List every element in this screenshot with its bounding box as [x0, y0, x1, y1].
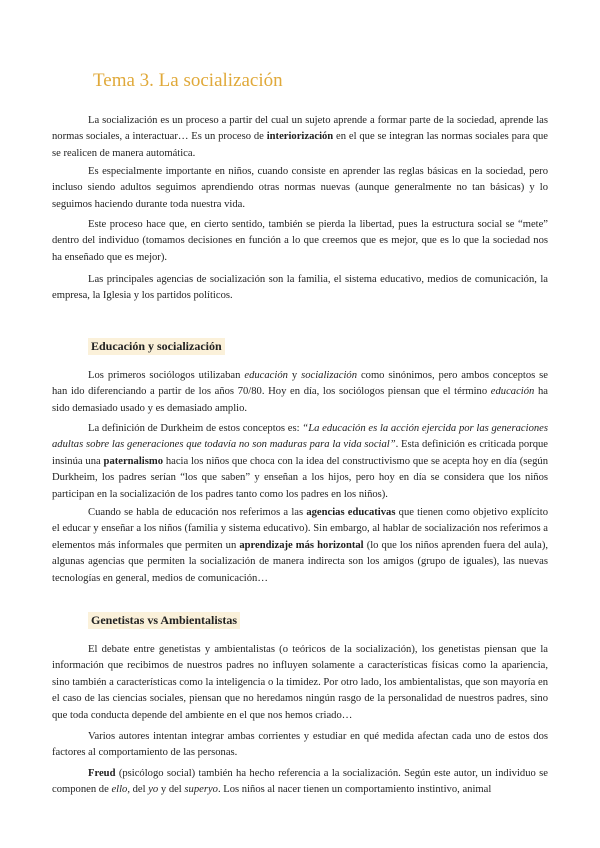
text: La definición de Durkheim de estos conceptos es: — [88, 423, 303, 434]
italic-term: socialización — [301, 370, 358, 381]
section-heading-genetistas: Genetistas vs Ambientalistas — [88, 612, 240, 629]
section-heading-educacion: Educación y socialización — [88, 338, 225, 355]
bold-term: aprendizaje más horizontal — [239, 539, 364, 551]
section2-paragraph-2 — [52, 729, 548, 762]
italic-term: educación — [490, 386, 535, 398]
section2-paragraph-1 — [52, 642, 548, 724]
italic-term: yo — [148, 784, 159, 796]
text: y del — [158, 784, 185, 796]
durkheim-quote: “La educación es la acción ejercida por las generaciones adultas sobre las generaciones que todavía no son maduras para la vida social” — [52, 423, 548, 451]
intro-paragraph-4 — [52, 272, 548, 305]
italic-term: educación — [244, 370, 288, 381]
text: La socialización es un proceso a partir del cual un sujeto aprende a formar parte de la sociedad, aprende las normas sociales, a interactuar… Es un proceso de — [52, 115, 548, 143]
intro-paragraph-1 — [52, 113, 548, 162]
paragraph-text: Varios autores intentan integrar ambas corrientes y estudiar en qué medida afectan cada uno de estos dos factores al comportamiento de las personas. — [52, 731, 548, 759]
italic-term: superyo — [184, 784, 218, 796]
text: y — [287, 370, 302, 381]
italic-term: ello — [111, 784, 128, 796]
text: en el que se integran las normas sociales para que se realicen de manera automática. — [52, 131, 548, 159]
section1-paragraph-3 — [52, 505, 548, 587]
paragraph-text: Es especialmente importante en niños, cuando consiste en aprender las reglas básicas en la sociedad, pero incluso siendo adultos seguimos aprendiendo otras normas nuevas (aunque generalmente no tan básicas) y lo seguimos haciendo durante toda nuestra vida. — [52, 166, 548, 210]
text: Cuando se habla de educación nos referimos a las — [88, 507, 307, 518]
bold-term: Freud — [88, 768, 116, 779]
text: (psicólogo social) también ha hecho referencia a la socialización. Según este autor, un individuo se componen de — [52, 768, 548, 796]
bold-term: interiorización — [266, 131, 334, 143]
text: . Los niños al nacer tienen un comportamiento instintivo, animal — [217, 784, 492, 796]
paragraph-text: Las principales agencias de socialización son la familia, el sistema educativo, medios de comunicación, la empresa, la Iglesia y los partidos políticos. — [52, 274, 548, 302]
section2-paragraph-3 — [52, 766, 548, 799]
section1-paragraph-1 — [52, 368, 548, 417]
intro-paragraph-2 — [52, 164, 548, 213]
bold-term: paternalismo — [103, 455, 163, 467]
text: que tienen como objetivo explícito el educar y enseñar a los niños (familia y sistema educativo). Sin embargo, al hablar de socialización nos referimos a elementos más informales que permiten un — [52, 507, 548, 551]
section1-paragraph-2 — [52, 421, 548, 503]
paragraph-text: El debate entre genetistas y ambientalistas (o teóricos de la socialización), los genetistas piensan que la información que recibimos de nuestros padres no influyen solamente a características físicas como la apariencia, sino también a características como la inteligencia o la timidez. Por otro lado, los ambientalistas, que son mayoría en el caso de las ciencias sociales, piensan que no heredamos ningún rasgo de la personalidad de nuestros padres, sino que toda conducta depende del ambiente en el que nos hemos criado… — [52, 644, 548, 721]
text: como sinónimos, pero ambos conceptos se han ido diferenciando a partir de los años 70/80. Hoy en día, los sociólogos piensan que el término — [52, 370, 549, 398]
paragraph-text: Este proceso hace que, en cierto sentido, también se pierda la libertad, pues la estructura social se “mete” dentro del individuo (tomamos decisiones en función a lo que creemos que es mejor, que es lo que la sociedad nos ha enseñado que es mejor). — [52, 219, 548, 263]
bold-term: agencias educativas — [306, 507, 396, 518]
text: . Esta definición es criticada porque insinúa una — [52, 439, 548, 467]
text: Los primeros sociólogos utilizaban — [88, 370, 245, 381]
text: hacia los niños que choca con la idea del constructivismo que se acepta hoy en día (según Durkheim, los padres serían “los que saben” y enseñan a los hijos, pero hoy en día se considera que los niños participan en la socialización de los padres tanto como los padres en los niños). — [52, 455, 548, 500]
intro-paragraph-3 — [52, 217, 548, 266]
text: ha sido demasiado usado y es demasiado amplio. — [52, 386, 548, 414]
page-title: Tema 3. La socialización — [93, 70, 283, 91]
text: , del — [127, 784, 149, 796]
text: (lo que los niños aprenden fuera del aula), algunas agencias que permiten la socialización de manera indirecta son los amigos (grupo de iguales), las nuevas tecnologías en general, medios de comunicación… — [52, 539, 549, 584]
